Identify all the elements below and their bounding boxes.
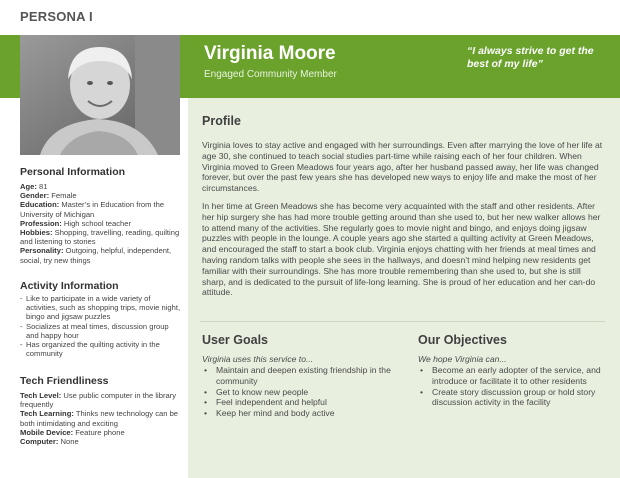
profile-paragraph-1: Virginia loves to stay active and engaged with her surroundings. Even after marrying the love of her life at age 30, she continued to teach social studies part-time while raising each of her four children. When Virginia moved to Green Meadows four years ago, after her husband passed away, her life was changed forever, but over the past few years she has developed new ways to enjoy life and make the most of her circumstances. bbox=[202, 140, 603, 194]
field-mobile-device: Mobile Device: Feature phone bbox=[20, 427, 125, 437]
list-item: • Get to know new people bbox=[204, 387, 394, 398]
persona-role: Engaged Community Member bbox=[204, 69, 337, 80]
field-computer: Computer: None bbox=[20, 437, 79, 447]
portrait-photo-icon bbox=[20, 35, 180, 155]
persona-quote: “I always strive to get the best of my life” bbox=[467, 45, 594, 70]
personal-info-body bbox=[20, 182, 182, 265]
field-tech-level: Tech Level: Use public computer in the library frequently bbox=[20, 391, 177, 410]
profile-heading: Profile bbox=[202, 114, 241, 128]
activity-info-heading: Activity Information bbox=[20, 280, 119, 292]
list-item: • Maintain and deepen existing friendship in the community bbox=[204, 365, 394, 387]
list-item: - Like to participate in a wide variety of activities, such as shopping trips, movie night, bingo and jigsaw puzzles bbox=[20, 294, 182, 322]
field-personality: Personality: Outgoing, helpful, independent, social, try new things bbox=[20, 246, 172, 265]
personal-info-heading: Personal Information bbox=[20, 166, 126, 178]
persona-label: PERSONA I bbox=[20, 9, 93, 24]
field-age: Age: 81 bbox=[20, 182, 48, 191]
objectives-list bbox=[420, 365, 608, 408]
objectives-heading: Our Objectives bbox=[418, 333, 507, 347]
persona-photo bbox=[20, 35, 180, 155]
user-goals-intro: Virginia uses this service to... bbox=[202, 354, 314, 364]
activity-list bbox=[20, 294, 182, 358]
tech-body bbox=[20, 391, 182, 446]
persona-name: Virginia Moore bbox=[204, 43, 336, 64]
field-profession: Profession: High school teacher bbox=[20, 218, 132, 228]
field-tech-learning: Tech Learning: Thinks new technology can be both intimidating and exciting bbox=[20, 409, 179, 428]
tech-heading: Tech Friendliness bbox=[20, 375, 109, 387]
goals-divider bbox=[200, 321, 605, 322]
list-item: - Socializes at meal times, discussion group and happy hour bbox=[20, 322, 182, 340]
user-goals-list bbox=[204, 365, 394, 419]
field-education: Education: Master’s in Education from the University of Michigan bbox=[20, 200, 165, 219]
main-panel bbox=[188, 98, 620, 478]
list-item: • Become an early adopter of the service, and introduce or facilitate it to other residents bbox=[420, 365, 608, 387]
field-gender: Gender: Female bbox=[20, 191, 77, 201]
list-item: • Keep her mind and body active bbox=[204, 408, 394, 419]
list-item: • Create story discussion group or hold story discussion activity in the facility bbox=[420, 387, 608, 409]
list-item: - Has organized the quilting activity in the community bbox=[20, 340, 182, 358]
profile-paragraph-2: In her time at Green Meadows she has become very acquainted with the staff and other residents. After her hip surgery she has had more trouble getting around than she used to, but her new walker allows her to attend many of the activities. She regularly goes to movie night and bingo, and enjoys doing jigsaw puzzles with people in the lounge. A couple years ago she started a quilting activity at Green Meadows, and encouraged the staff to start a book club. Virginia enjoys chatting with her friends at meal times and having random talks with people she sees in the hallways, and doesn’t mind helping new residents get familiar with their surroundings. She has more trouble remembering than she used to, but she is still sharp, and is dedicated to the pursuit of life-long learning. She is proud of her education and her can-do attitude. bbox=[202, 201, 601, 298]
user-goals-heading: User Goals bbox=[202, 333, 269, 347]
field-hobbies: Hobbies: Shopping, travelling, reading, quilting and listening to stories bbox=[20, 228, 180, 247]
list-item: • Feel independent and helpful bbox=[204, 397, 394, 408]
objectives-intro: We hope Virginia can... bbox=[418, 354, 507, 364]
